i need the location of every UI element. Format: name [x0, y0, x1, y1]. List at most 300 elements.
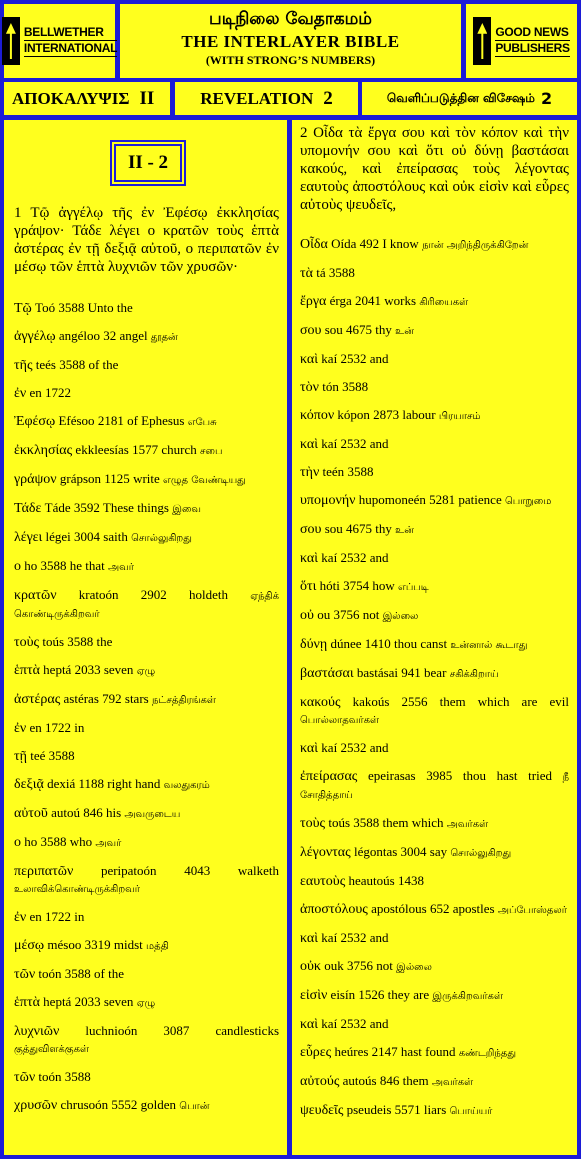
good-news-logo: [466, 4, 577, 78]
verse-2-text: 2 Οἶδα τὰ ἔργα σου καὶ τὸν κόπον καὶ τὴν υπομονήν σου καὶ ὅτι οὐ δύνῃ βαστάσαι κακούς, καὶ ἐπείρασας τοὺς λέγοντας εαυτοὺς ἀποστόλους καὶ οὐκ εἰσὶν καὶ εὗρες αὐτοὺς ψευδεῖς,: [300, 125, 569, 213]
transliteration: peripatoón: [100, 863, 157, 878]
transliteration: angéloo: [58, 328, 100, 343]
tamil-gloss: வலதுகரம்: [163, 780, 210, 791]
word-entry: [300, 293, 569, 311]
book-title-tamil: [362, 82, 577, 115]
strongs-number: 1438: [397, 873, 424, 888]
tamil-gloss: பிரயாசம்: [438, 411, 481, 422]
transliteration: sou: [324, 521, 343, 536]
english-gloss: they are: [387, 987, 430, 1002]
english-gloss: and: [369, 740, 389, 755]
english-gloss: who: [69, 834, 93, 849]
strongs-number: 3588: [67, 634, 94, 649]
greek-word: αὐτούς: [300, 1074, 340, 1089]
strongs-number: 2873: [373, 407, 400, 422]
english-gloss: thou canst: [393, 636, 448, 651]
greek-word: καὶ: [300, 352, 319, 367]
word-entry: [14, 994, 279, 1012]
word-entry: [300, 1102, 569, 1120]
transliteration: eisín: [330, 987, 356, 1002]
greek-word: κόπον: [300, 408, 335, 423]
transliteration: heptá: [43, 662, 72, 677]
strongs-number: 846: [83, 805, 103, 820]
greek-word: τῶν: [14, 1070, 36, 1085]
strongs-number: 652: [429, 901, 450, 916]
title-tamil: படிநிலை வேதாகமம்: [209, 9, 372, 29]
strongs-number: 3319: [84, 937, 111, 952]
strongs-number: 3588: [59, 357, 86, 372]
transliteration: grápson: [59, 471, 102, 486]
greek-word: εὗρες: [300, 1045, 332, 1060]
transliteration: hupomoneén: [358, 492, 426, 507]
tamil-gloss: நீ சோதித்தாய்: [300, 772, 570, 801]
transliteration: dúnee: [330, 636, 362, 651]
transliteration: kaí: [321, 351, 338, 366]
greek-word: ο: [14, 559, 21, 574]
greek-word: τοὺς: [300, 816, 326, 831]
strongs-number: 3588: [342, 379, 369, 394]
greek-word: σου: [300, 522, 322, 537]
transliteration: kaí: [321, 550, 338, 565]
tamil-gloss: எபேசு: [187, 417, 217, 428]
tamil-gloss: அவர்கள்: [446, 819, 489, 830]
greek-word: δεξιᾷ: [14, 777, 44, 792]
english-gloss: in: [74, 720, 85, 735]
word-entry: [14, 385, 279, 402]
word-entry: [300, 665, 569, 683]
english-gloss: seven: [103, 662, 134, 677]
english-gloss: in: [74, 909, 85, 924]
word-list-right: [300, 236, 569, 1120]
word-entry: [300, 930, 569, 947]
greek-word: καὶ: [300, 437, 319, 452]
greek-word: εἰσὶν: [300, 988, 328, 1003]
greek-word: ψευδεῖς: [300, 1103, 344, 1118]
transliteration: kaí: [321, 1016, 338, 1031]
english-gloss: patience: [458, 492, 502, 507]
greek-word: ἐν: [14, 386, 27, 401]
transliteration: ho: [24, 834, 38, 849]
greek-word: καὶ: [300, 931, 319, 946]
greek-word: περιπατῶν: [14, 864, 74, 879]
strongs-number: 2033: [74, 994, 101, 1009]
strongs-number: 1722: [45, 720, 71, 735]
transliteration: en: [29, 385, 42, 400]
greek-word: καὶ: [300, 1017, 319, 1032]
word-entry: [300, 265, 569, 282]
transliteration: érga: [329, 293, 352, 308]
tamil-gloss: உலாவிக்கொண்டிருக்கிறவர்: [14, 884, 140, 895]
strongs-number: 3756: [347, 958, 373, 973]
tamil-gloss: நான் அறிந்திருக்கிறேன்: [422, 240, 529, 251]
book-name-tamil: வெளிப்படுத்தின விசேஷம்: [386, 90, 535, 105]
word-entry: [300, 958, 569, 976]
transliteration: toús: [328, 815, 351, 830]
greek-word: λέγει: [14, 530, 43, 545]
english-gloss: of the: [88, 357, 119, 372]
tamil-gloss: கிரியைகள்: [419, 297, 469, 308]
strongs-number: 1188: [78, 776, 105, 791]
tamil-gloss: அவர்கள்: [431, 1077, 474, 1088]
bellwether-emblem-icon: [2, 17, 20, 65]
tamil-gloss: எழுத வேண்டியது: [163, 475, 246, 486]
transliteration: Oída: [331, 236, 357, 251]
word-entry: [300, 492, 569, 510]
word-entry: [300, 322, 569, 340]
transliteration: ou: [317, 607, 331, 622]
word-entry: [300, 740, 569, 757]
greek-word: μέσῳ: [14, 938, 45, 953]
greek-word: γράψον: [14, 472, 57, 487]
transliteration: teén: [322, 464, 345, 479]
english-gloss: saith: [103, 529, 128, 544]
greek-word: ἐν: [14, 721, 27, 736]
strongs-number: 2532: [340, 930, 367, 945]
strongs-number: 2532: [340, 1016, 367, 1031]
word-entry: [14, 587, 279, 623]
english-gloss: and: [369, 351, 389, 366]
transliteration: tón: [322, 379, 339, 394]
english-gloss: and: [369, 930, 389, 945]
strongs-number: 4675: [346, 521, 373, 536]
greek-word: λέγοντας: [300, 845, 351, 860]
strongs-number: 4043: [184, 863, 211, 878]
greek-word: λυχνιῶν: [14, 1024, 60, 1039]
strongs-number: 1125: [104, 471, 130, 486]
english-gloss: thy: [375, 322, 392, 337]
word-entry: [14, 909, 279, 926]
left-column: [4, 120, 287, 1155]
english-gloss: right hand: [107, 776, 161, 791]
word-entry: [300, 987, 569, 1005]
greek-word: ἀστέρας: [14, 692, 61, 707]
strongs-number: 3588: [353, 815, 380, 830]
greek-word: Οἶδα: [300, 237, 328, 252]
greek-word: ὅτι: [300, 579, 317, 594]
book-name-greek: ΑΠΟΚΑΛΥΨΙΣ: [12, 88, 130, 108]
word-entry: [300, 351, 569, 368]
word-entry: [300, 873, 569, 890]
tamil-gloss: இல்லை: [382, 611, 419, 622]
word-entry: [300, 1073, 569, 1091]
word-entry: [300, 607, 569, 625]
strongs-number: 2041: [355, 293, 382, 308]
strongs-number: 2532: [340, 550, 367, 565]
strongs-number: 3588: [328, 265, 355, 280]
english-gloss: he that: [69, 558, 105, 573]
word-entry: [300, 407, 569, 425]
greek-word: οὐ: [300, 608, 314, 623]
word-entry: [300, 1044, 569, 1062]
book-title-english: [175, 82, 358, 115]
strongs-number: 2532: [340, 740, 367, 755]
english-gloss: of Ephesus: [127, 413, 185, 428]
tamil-gloss: உன்: [395, 326, 414, 337]
tamil-gloss: பொய்யர்: [449, 1106, 493, 1117]
chapter-english: 2: [323, 87, 333, 109]
tamil-gloss: இல்லை: [396, 962, 432, 973]
word-entry: [14, 1069, 279, 1086]
english-gloss: holdeth: [188, 587, 228, 602]
transliteration: kakoús: [352, 694, 390, 709]
english-gloss: thy: [375, 521, 392, 536]
word-entry: [14, 720, 279, 737]
word-entry: [300, 236, 569, 254]
tamil-gloss: பொன்: [179, 1101, 210, 1112]
word-entry: [300, 436, 569, 453]
title-block: [120, 4, 461, 78]
strongs-number: 2532: [340, 436, 367, 451]
transliteration: luchnioón: [85, 1023, 138, 1038]
greek-word: ο: [14, 835, 21, 850]
english-gloss: them: [402, 1073, 429, 1088]
strongs-number: 5281: [429, 492, 456, 507]
logo-line-2: INTERNATIONAL: [23, 41, 118, 55]
good-news-emblem-icon: [473, 17, 491, 65]
strongs-number: 3004: [74, 529, 101, 544]
word-entry: [14, 300, 279, 317]
greek-word: κρατῶν: [14, 588, 57, 603]
tamil-gloss: மத்தி: [146, 941, 169, 952]
transliteration: légontas: [353, 844, 398, 859]
logo-line-1: GOOD NEWS: [495, 25, 569, 39]
english-gloss: apostles: [452, 901, 495, 916]
strongs-number: 5571: [394, 1102, 421, 1117]
transliteration: mésoo: [47, 937, 82, 952]
chapter-greek: II: [139, 87, 155, 109]
verse-1-text: 1 Τῷ ἀγγέλῳ τῆς ἐν Ἐφέσῳ ἐκκλησίας γράψον· Τάδε λέγει ο κρατῶν τοὺς ἑπτὰ ἀστέρας ἐν τῇ δεξιᾷ αὐτοῦ, ο περιπατῶν ἐν μέσῳ τῶν ἑπτὰ λυχνιῶν τῶν χρυσῶν·: [14, 205, 279, 275]
greek-word: εαυτοὺς: [300, 874, 346, 889]
greek-word: δύνῃ: [300, 637, 328, 652]
word-entry: [300, 844, 569, 862]
strongs-number: 3754: [343, 578, 370, 593]
word-entry: [300, 901, 569, 919]
transliteration: bastásai: [356, 665, 399, 680]
english-gloss: angel: [119, 328, 148, 343]
strongs-number: 941: [401, 665, 421, 680]
tamil-gloss: நட்சத்திரங்கள்: [151, 695, 216, 706]
strongs-number: 3588: [64, 1069, 91, 1084]
greek-word: αὐτοῦ: [14, 806, 48, 821]
english-gloss: These things: [102, 500, 169, 515]
word-entry: [14, 834, 279, 852]
english-gloss: midst: [113, 937, 143, 952]
tamil-gloss: கண்டறிந்தது: [458, 1048, 516, 1059]
tamil-gloss: சகிக்கிறாய்: [449, 669, 499, 680]
transliteration: kópon: [337, 407, 370, 422]
greek-word: ἑπτὰ: [14, 995, 40, 1010]
transliteration: toón: [38, 1069, 62, 1084]
strongs-number: 846: [379, 1073, 400, 1088]
word-entry: [14, 805, 279, 823]
tamil-gloss: ஏழு: [136, 666, 156, 677]
transliteration: ho: [24, 558, 38, 573]
transliteration: heúres: [334, 1044, 369, 1059]
transliteration: chrusoón: [60, 1097, 109, 1112]
tamil-gloss: சபை: [199, 446, 223, 457]
strongs-number: 1722: [45, 909, 71, 924]
transliteration: apostólous: [371, 901, 427, 916]
strongs-number: 3004: [400, 844, 427, 859]
tamil-gloss: அப்போஸ்தலர்: [497, 905, 567, 916]
english-gloss: I know: [382, 236, 419, 251]
word-entry: [300, 379, 569, 396]
transliteration: pseudeis: [346, 1102, 392, 1117]
word-entry: [300, 694, 569, 729]
english-gloss: golden: [140, 1097, 177, 1112]
word-entry: [14, 1097, 279, 1115]
english-gloss: Unto the: [87, 300, 133, 315]
transliteration: autoús: [342, 1073, 377, 1088]
greek-word: τῆς: [14, 358, 33, 373]
transliteration: ekkleesías: [75, 442, 129, 457]
tamil-gloss: பொறுமை: [504, 496, 552, 507]
english-gloss: not: [376, 958, 393, 973]
strongs-number: 3588: [40, 834, 67, 849]
chapter-tamil: 2: [540, 89, 553, 108]
word-entry: [300, 636, 569, 654]
strongs-number: 2181: [97, 413, 124, 428]
word-entry: [14, 500, 279, 518]
tamil-gloss: அவருடைய: [124, 809, 181, 820]
english-gloss: write: [133, 471, 160, 486]
greek-word: Ἐφέσῳ: [14, 414, 56, 429]
english-gloss: them which are evil: [439, 694, 570, 709]
strongs-number: 3588: [64, 966, 91, 981]
greek-word: ἐν: [14, 910, 27, 925]
english-gloss: candlesticks: [215, 1023, 280, 1038]
transliteration: kaí: [321, 740, 338, 755]
strongs-number: 1577: [132, 442, 159, 457]
word-entry: [14, 442, 279, 460]
greek-word: οὐκ: [300, 959, 321, 974]
word-entry: [14, 662, 279, 680]
transliteration: toús: [42, 634, 65, 649]
word-entry: [300, 578, 569, 596]
transliteration: heptá: [43, 994, 72, 1009]
word-entry: [14, 863, 279, 898]
chapter-label: II - 2: [114, 144, 182, 182]
strongs-number: 3588: [40, 558, 67, 573]
transliteration: autoú: [51, 805, 80, 820]
tamil-gloss: அவர்: [108, 562, 134, 573]
tamil-gloss: ஏழு: [136, 998, 156, 1009]
english-gloss: bear: [424, 665, 447, 680]
strongs-number: 492: [359, 236, 380, 251]
transliteration: kaí: [321, 436, 338, 451]
word-entry: [14, 413, 279, 431]
greek-word: τῶν: [14, 967, 36, 982]
word-entry: [14, 529, 279, 547]
word-entry: [14, 328, 279, 346]
strongs-number: 3588: [347, 464, 374, 479]
transliteration: kaí: [321, 930, 338, 945]
word-entry: [300, 521, 569, 539]
english-gloss: hast found: [400, 1044, 456, 1059]
strongs-number: 1526: [358, 987, 385, 1002]
greek-word: τὴν: [300, 465, 320, 480]
transliteration: en: [29, 720, 42, 735]
tamil-gloss: எப்படி: [398, 582, 429, 593]
english-gloss: church: [161, 442, 197, 457]
transliteration: epeirasas: [367, 768, 416, 783]
tamil-gloss: சொல்லுகிறது: [450, 848, 512, 859]
tamil-gloss: தூதன்: [150, 332, 178, 343]
strongs-number: 1722: [45, 385, 71, 400]
tamil-gloss: குத்துவிளக்குகள்: [14, 1044, 90, 1055]
greek-word: Τάδε: [14, 501, 42, 516]
english-gloss: the: [96, 634, 113, 649]
english-gloss: walketh: [237, 863, 279, 878]
greek-word: χρυσῶν: [14, 1098, 58, 1113]
greek-word: τοὺς: [14, 635, 40, 650]
word-entry: [300, 550, 569, 567]
strongs-number: 2556: [401, 694, 428, 709]
book-name-english: REVELATION: [200, 88, 314, 108]
word-entry: [14, 966, 279, 983]
word-entry: [14, 748, 279, 765]
strongs-number: 3588: [48, 748, 75, 763]
english-gloss: and: [369, 550, 389, 565]
transliteration: Efésoo: [58, 413, 95, 428]
strongs-number: 2902: [140, 587, 167, 602]
strongs-number: 3087: [163, 1023, 190, 1038]
english-gloss: them which: [382, 815, 444, 830]
strongs-number: 3592: [73, 500, 100, 515]
tamil-gloss: உன்னால் கூடாது: [450, 640, 528, 651]
greek-word: βαστάσαι: [300, 666, 354, 681]
strongs-number: 3588: [58, 300, 85, 315]
strongs-number: 2147: [371, 1044, 398, 1059]
word-entry: [14, 634, 279, 651]
tamil-gloss: பொல்லாதவர்கள்: [300, 715, 380, 726]
word-list-left: [14, 300, 279, 1115]
greek-word: τὸν: [300, 380, 319, 395]
right-column: [292, 120, 577, 1155]
english-gloss: stars: [124, 691, 149, 706]
greek-word: καὶ: [300, 741, 319, 756]
word-entry: [300, 768, 569, 804]
english-gloss: seven: [103, 994, 134, 1009]
transliteration: sou: [324, 322, 343, 337]
transliteration: astéras: [63, 691, 99, 706]
transliteration: kratoón: [78, 587, 119, 602]
page-title: THE INTERLAYER BIBLE: [181, 32, 400, 51]
english-gloss: liars: [423, 1102, 447, 1117]
word-entry: [14, 357, 279, 374]
strongs-number: 2532: [340, 351, 367, 366]
logo-line-1: BELLWETHER: [24, 25, 117, 41]
greek-word: ἀγγέλῳ: [14, 329, 56, 344]
transliteration: Táde: [44, 500, 71, 515]
transliteration: teés: [35, 357, 56, 372]
tamil-gloss: இவை: [172, 504, 201, 515]
word-entry: [14, 558, 279, 576]
strongs-number: 1410: [364, 636, 391, 651]
greek-word: κακούς: [300, 695, 341, 710]
word-entry: [300, 1016, 569, 1033]
strongs-number: 5552: [111, 1097, 138, 1112]
word-entry: [300, 464, 569, 481]
greek-word: ἐκκλησίας: [14, 443, 73, 458]
book-title-greek: [4, 82, 170, 115]
english-gloss: thou hast tried: [462, 768, 552, 783]
strongs-number: 3985: [426, 768, 453, 783]
greek-word: υπομονήν: [300, 493, 356, 508]
english-gloss: works: [384, 293, 417, 308]
strongs-number: 792: [102, 691, 122, 706]
english-gloss: labour: [402, 407, 436, 422]
